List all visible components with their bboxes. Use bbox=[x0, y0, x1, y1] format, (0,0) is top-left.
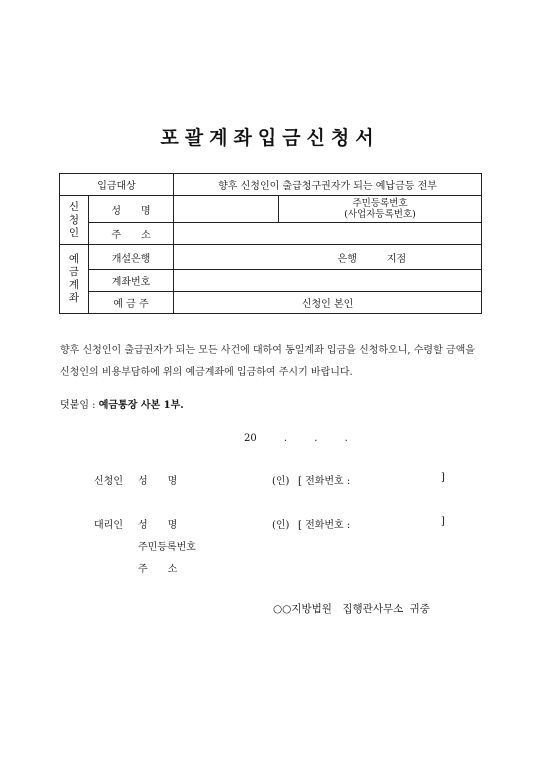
agent-role: 대리인 bbox=[94, 520, 123, 531]
id-number-label bbox=[279, 196, 482, 223]
agent-seal[interactable]: (인) bbox=[272, 520, 290, 531]
attachment-line bbox=[60, 396, 184, 411]
deposit-target-label: 입금대상 bbox=[60, 174, 174, 196]
agent-name-label: 성 명 bbox=[138, 520, 178, 531]
bank-input[interactable] bbox=[174, 245, 482, 270]
document-title: 포괄계좌입금신청서 bbox=[160, 127, 380, 149]
application-form-table bbox=[59, 173, 482, 314]
account-holder-row bbox=[60, 292, 482, 314]
court-addressee: ○○지방법원 집행관사무소 귀중 bbox=[273, 603, 430, 615]
account-number-label: 계좌번호 bbox=[89, 270, 174, 292]
deposit-target-value: 향후 신청인이 출급청구권자가 되는 예납금등 전부 bbox=[174, 174, 482, 196]
deposit-target-row bbox=[60, 174, 482, 196]
account-holder-value: 신청인 본인 bbox=[174, 292, 482, 314]
bank-suffix: 은행 bbox=[337, 253, 357, 265]
bank-label: 개설은행 bbox=[89, 245, 174, 270]
branch-suffix: 지점 bbox=[386, 253, 407, 265]
name-input[interactable] bbox=[174, 196, 279, 223]
applicant-phone-close: ] bbox=[441, 472, 445, 483]
applicant-role: 신청인 bbox=[94, 476, 123, 487]
business-number-label-line2: (사업자등록번호) bbox=[344, 209, 416, 220]
date-line: 20 . . . bbox=[244, 433, 348, 444]
applicant-address-row bbox=[60, 223, 482, 245]
id-number-label-line1: 주민등록번호 bbox=[352, 198, 408, 209]
account-holder-label: 예 금 주 bbox=[89, 292, 174, 314]
account-number-input[interactable] bbox=[174, 270, 482, 292]
name-label: 성 명 bbox=[89, 196, 174, 223]
address-label: 주 소 bbox=[89, 223, 174, 245]
applicant-name-label: 성 명 bbox=[138, 476, 178, 487]
account-number-row bbox=[60, 270, 482, 292]
agent-phone-close: ] bbox=[441, 516, 445, 527]
address-input[interactable] bbox=[174, 223, 482, 245]
account-side-label: 예 금 계 좌 bbox=[60, 245, 89, 314]
attachment-label: 덧붙임 : bbox=[60, 400, 96, 411]
agent-phone-label: [ 전화번호 : bbox=[298, 520, 351, 531]
applicant-side-label: 신 청 인 bbox=[60, 196, 89, 245]
request-body-text: 향후 신청인이 출급권자가 되는 모든 사건에 대하여 동일계좌 입금을 신청하오니, 수령할 금액을 신청인의 비용부담하에 위의 예금계좌에 입금하여 주시기 바랍니다. bbox=[60, 345, 475, 378]
applicant-seal[interactable]: (인) bbox=[272, 476, 290, 487]
applicant-name-row bbox=[60, 196, 482, 223]
agent-address-label: 주 소 bbox=[138, 564, 178, 575]
bank-row bbox=[60, 245, 482, 270]
agent-id-label: 주민등록번호 bbox=[138, 542, 196, 553]
applicant-phone-label: [ 전화번호 : bbox=[298, 476, 351, 487]
attachment-value: 예금통장 사본 1부. bbox=[98, 400, 184, 411]
